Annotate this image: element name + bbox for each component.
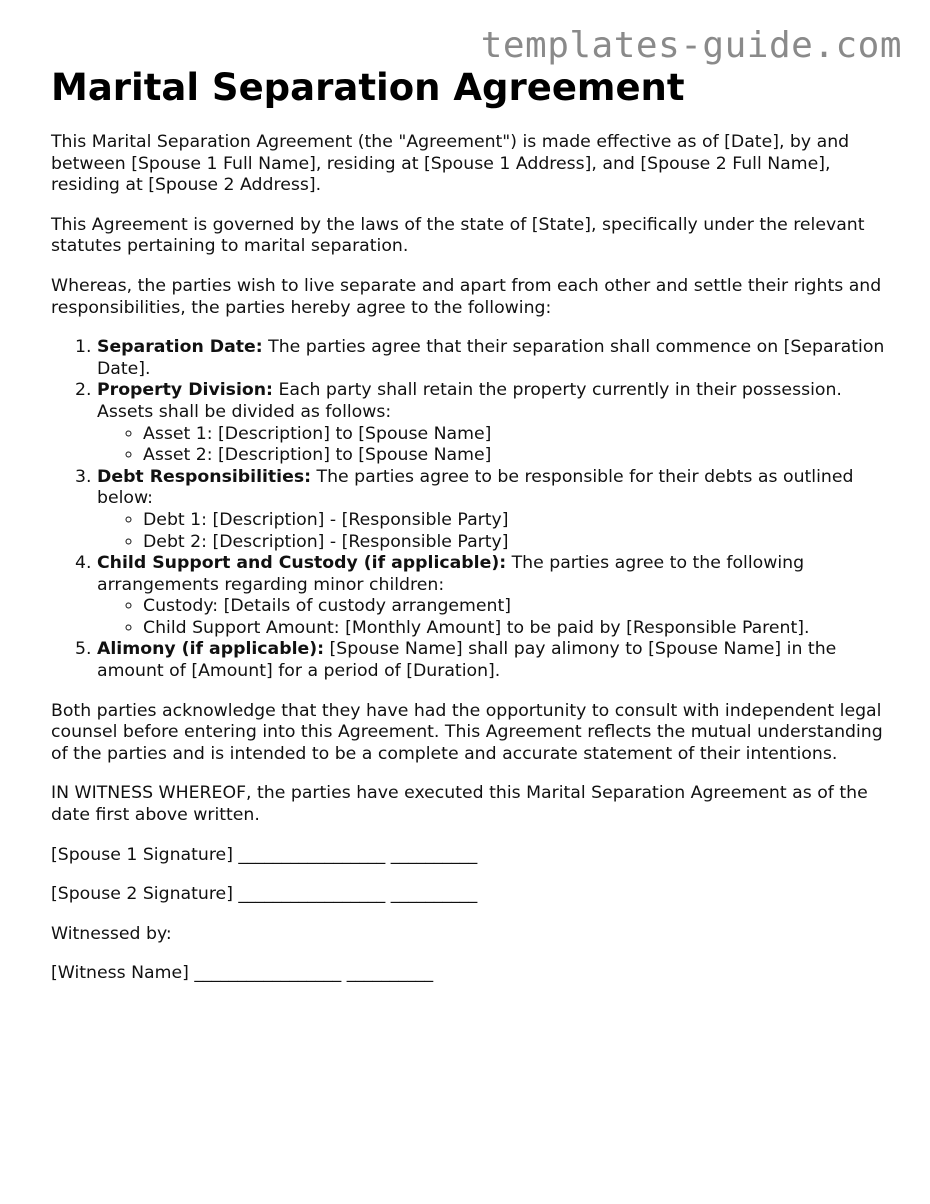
asset-list [97,424,886,467]
acknowledgement-paragraph: Both parties acknowledge that they have had the opportunity to consult with independent legal counsel before entering into this Agreement. This Agreement reflects the mutual understanding of the parties and is intended to be a complete and accurate statement of their intentions. [51,700,883,764]
term-text: The parties agree to the following arrangements regarding minor children: [97,553,805,595]
term-item-child-support-custody [97,553,886,639]
custody-list [97,596,886,639]
document-page [51,66,886,1003]
spouse-2-signature-line: [Spouse 2 Signature] _________________ __________ [51,884,478,905]
term-text: [Spouse Name] shall pay alimony to [Spouse Name] in the amount of [Amount] for a period of [Duration]. [97,639,837,682]
term-text: The parties agree that their separation shall commence on [Separation Date]. [97,337,885,379]
term-heading: Property Division: [97,380,273,401]
debt-list [97,510,886,553]
witnessed-by-label: Witnessed by: [51,923,172,944]
term-item-separation-date [97,337,886,380]
watermark-text: templates-guide.com [480,25,902,66]
whereas-paragraph: Whereas, the parties wish to live separate and apart from each other and settle their rights and responsibilities, the parties hereby agree to the following: [51,275,882,318]
term-heading: Separation Date: [97,337,263,358]
list-item: ◦ Debt 2: [Description] - [Responsible Party] [143,532,886,554]
list-item: ◦ Asset 1: [Description] to [Spouse Name] [143,424,886,446]
governing-law-paragraph: This Agreement is governed by the laws of the state of [State], specifically under the relevant statutes pertaining to marital separation. [51,214,865,257]
list-item: ◦ Debt 1: [Description] - [Responsible Party] [143,510,886,532]
list-item: ◦ Child Support Amount: [Monthly Amount] to be paid by [Responsible Parent]. [143,618,886,640]
term-text: The parties agree to be responsible for their debts as outlined below: [97,466,854,509]
term-heading: Alimony (if applicable): [97,639,325,660]
terms-list [51,337,886,683]
term-item-alimony [97,639,886,682]
witness-signature-line: [Witness Name] _________________ __________ [51,963,434,984]
term-item-debt-responsibilities [97,467,886,553]
spouse-1-signature-line: [Spouse 1 Signature] _________________ __________ [51,844,478,865]
list-item: ◦ Asset 2: [Description] to [Spouse Name] [143,445,886,467]
document-title: Marital Separation Agreement [51,66,685,109]
intro-paragraph: This Marital Separation Agreement (the "Agreement") is made effective as of [Date], by and between [Spouse 1 Full Name], residing at [Spouse 1 Address], and [Spouse 2 Full Name], residing at [Spouse 2 Address]. [51,132,850,196]
term-heading: Debt Responsibilities: [97,466,312,487]
term-item-property-division [97,380,886,466]
term-text: Each party shall retain the property currently in their possession. Assets shall be divided as follows: [97,380,842,422]
witness-whereof-paragraph: IN WITNESS WHEREOF, the parties have executed this Marital Separation Agreement as of the date first above written. [51,783,868,826]
term-heading: Child Support and Custody (if applicable): [97,553,507,574]
list-item: ◦ Custody: [Details of custody arrangement] [143,596,886,618]
